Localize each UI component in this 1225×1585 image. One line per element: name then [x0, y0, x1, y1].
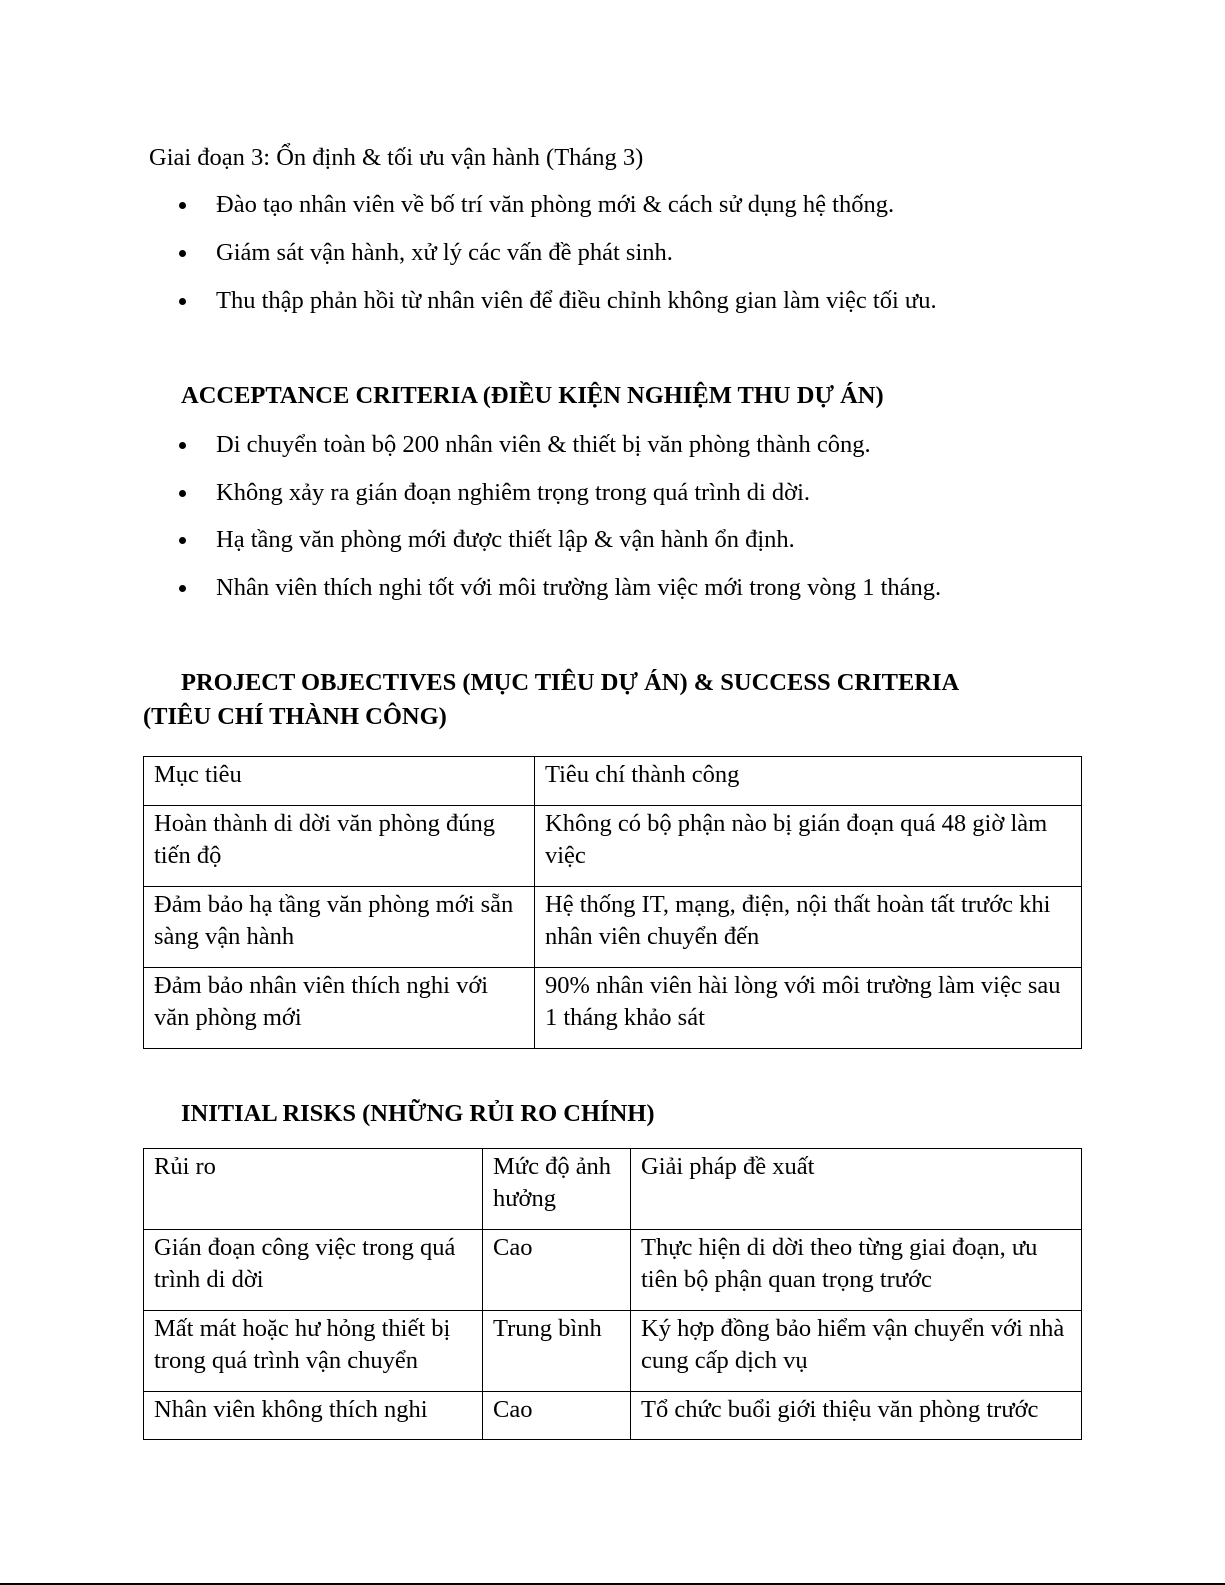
table-cell: Trung bình: [483, 1311, 631, 1392]
table-cell: Mất mát hoặc hư hỏng thiết bị trong quá trình vận chuyển: [144, 1311, 483, 1392]
table-cell: Hệ thống IT, mạng, điện, nội thất hoàn tất trước khi nhân viên chuyển đến: [535, 887, 1082, 968]
table-row: [144, 1230, 1082, 1311]
table-cell: Đảm bảo nhân viên thích nghi với văn phòng mới: [144, 968, 535, 1049]
table-cell: Cao: [483, 1392, 631, 1440]
objectives-heading-line1: PROJECT OBJECTIVES (MỤC TIÊU DỰ ÁN) & SUCCESS CRITERIA: [181, 669, 960, 696]
table-cell: Hoàn thành di dời văn phòng đúng tiến độ: [144, 806, 535, 887]
table-cell: Gián đoạn công việc trong quá trình di dời: [144, 1230, 483, 1311]
table-row: [144, 887, 1082, 968]
table-cell: Ký hợp đồng bảo hiểm vận chuyển với nhà cung cấp dịch vụ: [631, 1311, 1082, 1392]
table-row: [144, 1311, 1082, 1392]
acceptance-heading: ACCEPTANCE CRITERIA (ĐIỀU KIỆN NGHIỆM THU DỰ ÁN): [181, 382, 884, 409]
table-row: [144, 1392, 1082, 1440]
table-header-cell: Mức độ ảnh hưởng: [483, 1149, 631, 1230]
table-row: [144, 806, 1082, 887]
bullet-icon: [179, 250, 186, 257]
table-header-row: [144, 1149, 1082, 1230]
table-cell: 90% nhân viên hài lòng với môi trường làm việc sau 1 tháng khảo sát: [535, 968, 1082, 1049]
table-cell: Cao: [483, 1230, 631, 1311]
risks-table: [143, 1148, 1082, 1440]
bullet-icon: [179, 202, 186, 209]
table-cell: Đảm bảo hạ tầng văn phòng mới sẵn sàng vận hành: [144, 887, 535, 968]
table-header-cell: Rủi ro: [144, 1149, 483, 1230]
table-header-row: [144, 757, 1082, 806]
bullet-icon: [179, 442, 186, 449]
bullet-icon: [179, 298, 186, 305]
table-cell: Không có bộ phận nào bị gián đoạn quá 48 giờ làm việc: [535, 806, 1082, 887]
table-cell: Thực hiện di dời theo từng giai đoạn, ưu tiên bộ phận quan trọng trước: [631, 1230, 1082, 1311]
table-row: [144, 968, 1082, 1049]
table-header-cell: Mục tiêu: [144, 757, 535, 806]
objectives-table: [143, 756, 1082, 1049]
phase3-title: Giai đoạn 3: Ổn định & tối ưu vận hành (Tháng 3): [149, 144, 644, 171]
table-cell: Tổ chức buổi giới thiệu văn phòng trước: [631, 1392, 1082, 1440]
objectives-heading-line2: (TIÊU CHÍ THÀNH CÔNG): [143, 703, 447, 730]
table-header-cell: Giải pháp đề xuất: [631, 1149, 1082, 1230]
bullet-icon: [179, 585, 186, 592]
document-page: Giai đoạn 3: Ổn định & tối ưu vận hành (Tháng 3) Đào tạo nhân viên về bố trí văn phòng mới & cách sử dụng hệ thống. Giám sát vận hành, xử lý các vấn đề phát sinh. Thu thập phản hồi từ nhân viên để điều chỉnh không gian làm việc tối ưu. ACCEPTANCE CRITERIA (ĐIỀU KIỆN NGHIỆM THU DỰ ÁN) Di chuyển toàn bộ 200 nhân viên & thiết bị văn phòng thành công. Không xảy ra gián đoạn nghiêm trọng trong quá trình di dời. Hạ tầng văn phòng mới được thiết lập & vận hành ổn định. Nhân viên thích nghi tốt với môi trường làm việc mới trong vòng 1 tháng. PROJECT OBJECTIVES (MỤC TIÊU DỰ ÁN) & SUCCESS CRITERIA (TIÊU CHÍ THÀNH CÔNG) Mục tiêu Tiêu chí thành công Hoàn thành di dời văn phòng đúng tiến độ Không có bộ phận nào bị gián đoạn quá 48 giờ làm việc Đảm bảo hạ tầng văn phòng mới sẵn sàng vận hành Hệ thống IT, mạng, điện, nội thất hoàn tất trước khi nhân viên chuyển đến Đảm bảo nhân viên thích nghi với văn phòng mới 90% nhân viên hài lòng với môi trường làm việc sau 1 tháng khảo sát INITIAL RISKS (NHỮNG RỦI RO CHÍNH) Rủi ro Mức độ ảnh hưởng Giải pháp đề xuất Gián đoạn công việc trong quá trình di dời Cao Thực hiện di dời theo từng giai đoạn, ưu tiên bộ phận quan trọng trước Mất mát hoặc hư hỏng thiết bị trong quá trình vận chuyển Trung bình Ký hợp đồng bảo hiểm vận chuyển với nhà cung cấp dịch vụ Nhân viên không thích nghi Cao Tổ chức buổi giới thiệu văn phòng trước: [0, 0, 1225, 1585]
bullet-icon: [179, 537, 186, 544]
risks-heading: INITIAL RISKS (NHỮNG RỦI RO CHÍNH): [181, 1100, 655, 1127]
bullet-icon: [179, 490, 186, 497]
table-cell: Nhân viên không thích nghi: [144, 1392, 483, 1440]
table-header-cell: Tiêu chí thành công: [535, 757, 1082, 806]
